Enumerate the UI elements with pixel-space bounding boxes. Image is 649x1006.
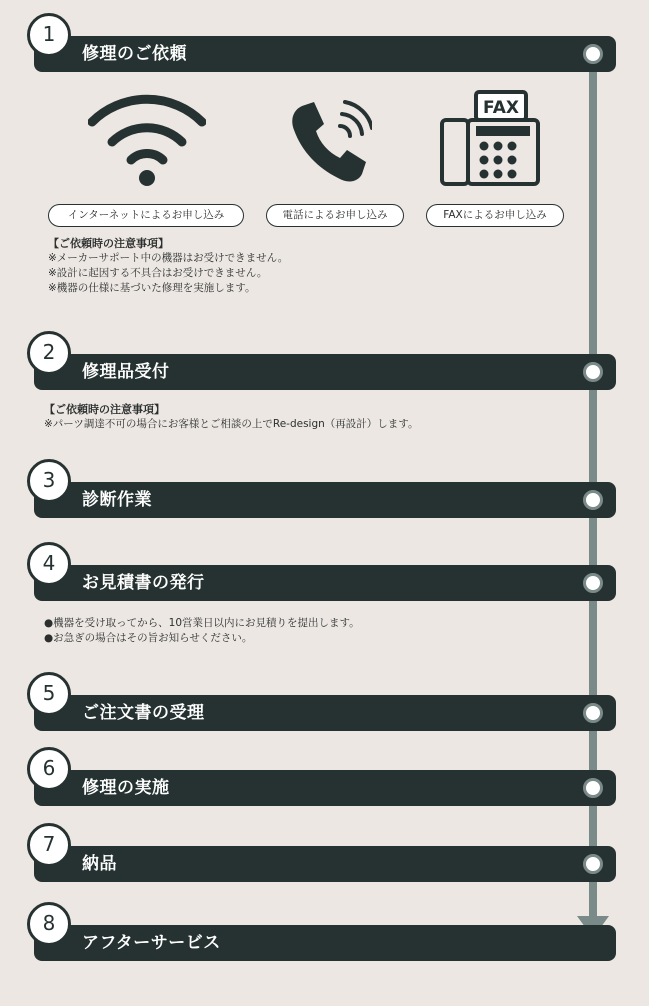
step-4-number: 4 [27, 542, 71, 586]
svg-text:FAX: FAX [483, 98, 519, 118]
step-1-note-line: ※機器の仕様に基づいた修理を実施します。 [48, 282, 256, 294]
step-8-title: アフターサービス [82, 933, 221, 953]
step-2-number: 2 [27, 331, 71, 375]
step-1-node [583, 44, 603, 64]
step-2-title: 修理品受付 [82, 362, 170, 382]
step-8-number: 8 [27, 902, 71, 946]
step-5-title: ご注文書の受理 [82, 703, 205, 723]
step-1-bar [34, 36, 616, 72]
step-3-bar [34, 482, 616, 518]
step-3-title: 診断作業 [82, 490, 152, 510]
step-2-note-line: ※パーツ調達不可の場合にお客様とご相談の上でRe-design（再設計）します。 [44, 418, 419, 430]
internet-request-button[interactable]: インターネットによるお申し込み [48, 204, 244, 227]
step-4-notes [44, 616, 360, 646]
step-1-notes [48, 236, 288, 296]
step-2-notes-heading: 【ご依頼時の注意事項】 [44, 403, 165, 416]
step-4-note-line: ●機器を受け取ってから、10営業日以内にお見積りを提出します。 [44, 617, 360, 629]
step-6-title: 修理の実施 [82, 778, 170, 798]
step-5-number: 5 [27, 672, 71, 716]
step-1-note-line: ※設計に起因する不具合はお受けできません。 [48, 267, 268, 279]
phone-icon [288, 96, 372, 184]
step-5-node [583, 703, 603, 723]
step-7-title: 納品 [82, 854, 117, 874]
step-3-node [583, 490, 603, 510]
step-6-node [583, 778, 603, 798]
step-1-notes-heading: 【ご依頼時の注意事項】 [48, 237, 169, 250]
step-7-bar [34, 846, 616, 882]
step-6-bar [34, 770, 616, 806]
step-3-number: 3 [27, 459, 71, 503]
step-5-bar [34, 695, 616, 731]
step-8-bar [34, 925, 616, 961]
fax-request-button[interactable]: FAXによるお申し込み [426, 204, 564, 227]
step-1-title: 修理のご依頼 [82, 44, 187, 64]
step-4-bar [34, 565, 616, 601]
step-7-node [583, 854, 603, 874]
phone-request-button[interactable]: 電話によるお申し込み [266, 204, 404, 227]
wifi-icon [88, 92, 206, 188]
step-4-title: お見積書の発行 [82, 573, 205, 593]
fax-icon [440, 90, 540, 188]
step-4-note-line: ●お急ぎの場合はその旨お知らせください。 [44, 632, 253, 644]
step-6-number: 6 [27, 747, 71, 791]
step-2-bar [34, 354, 616, 390]
step-4-node [583, 573, 603, 593]
step-1-number: 1 [27, 13, 71, 57]
step-7-number: 7 [27, 823, 71, 867]
step-2-notes [44, 402, 418, 432]
step-1-note-line: ※メーカーサポート中の機器はお受けできません。 [48, 252, 289, 264]
step-2-node [583, 362, 603, 382]
